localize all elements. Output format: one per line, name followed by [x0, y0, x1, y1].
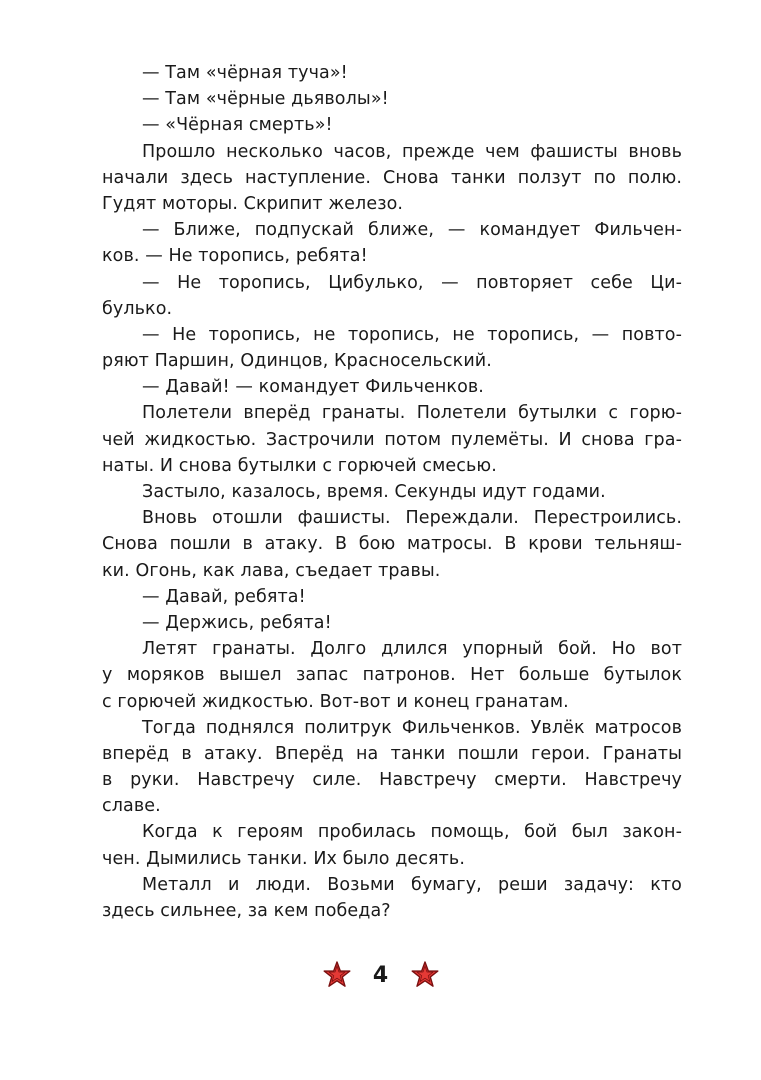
paragraph-line: Полетели вперёд гранаты. Полетели бутылки с горю- — [142, 403, 682, 424]
paragraph-line: с горючей жидкостью. Вот-вот и конец гранатам. — [102, 691, 569, 712]
dialogue-line: — Там «чёрные дьяволы»! — [142, 89, 389, 110]
page-number: 4 — [372, 962, 389, 988]
paragraph-line: Гудят моторы. Скрипит железо. — [102, 193, 404, 214]
dialogue-line: — Не торопись, Цибулько, — повторяет себе Ци- — [142, 272, 682, 293]
paragraph-line: славе. — [102, 796, 161, 817]
paragraph-line: здесь сильнее, за кем победа? — [102, 901, 391, 921]
paragraph-line: чей жидкостью. Застрочили потом пулемёты. И снова гра- — [102, 429, 682, 450]
paragraph-line: чен. Дымились танки. Их было десять. — [102, 848, 465, 869]
paragraph-line: вперёд в атаку. Вперёд на танки пошли герои. Гранаты — [102, 743, 682, 764]
paragraph-line: Снова пошли в атаку. В бою матросы. В крови тельняш- — [102, 534, 682, 555]
dialogue-line: — Ближе, подпускай ближе, — командует Фильчен- — [142, 220, 682, 241]
dialogue-line: — Не торопись, не торопись, не торопись, — повто- — [142, 324, 682, 345]
dialogue-line: ков. — Не торопись, ребята! — [102, 246, 368, 267]
paragraph-line: в руки. Навстречу силе. Навстречу смерти. Навстречу — [102, 770, 682, 791]
red-star-icon — [410, 960, 440, 990]
paragraph-line: Летят гранаты. Долго длился упорный бой. Но вот — [142, 639, 682, 660]
paragraph-line: Вновь отошли фашисты. Переждали. Перестроились. — [142, 508, 682, 529]
paragraph-line: начали здесь наступление. Снова танки ползут по полю. — [102, 167, 682, 188]
dialogue-line: — Давай! — командует Фильченков. — [142, 377, 484, 398]
page-footer — [0, 955, 761, 995]
dialogue-line: булько. — [102, 298, 173, 319]
paragraph-line: Тогда поднялся политрук Фильченков. Увлёк матросов — [142, 717, 682, 738]
dialogue-line: — «Чёрная смерть»! — [142, 115, 333, 136]
dialogue-line: — Там «чёрная туча»! — [142, 63, 348, 83]
dialogue-line: — Держись, ребята! — [142, 612, 332, 633]
story-text — [102, 60, 682, 924]
paragraph-line: у моряков вышел запас патронов. Нет больше бутылок — [102, 665, 682, 686]
paragraph-line: Когда к героям пробилась помощь, бой был закон- — [142, 822, 682, 843]
paragraph-line: Металл и люди. Возьми бумагу, реши задачу: кто — [142, 874, 682, 895]
paragraph-line: Прошло несколько часов, прежде чем фашисты вновь — [142, 141, 682, 162]
red-star-icon — [322, 960, 352, 990]
dialogue-line: — Давай, ребята! — [142, 586, 306, 607]
paragraph-line: ки. Огонь, как лава, съедает травы. — [102, 560, 441, 581]
dialogue-line: ряют Паршин, Одинцов, Красносельский. — [102, 351, 492, 372]
paragraph-line: наты. И снова бутылки с горючей смесью. — [102, 455, 497, 476]
paragraph-line: Застыло, казалось, время. Секунды идут годами. — [142, 482, 606, 502]
